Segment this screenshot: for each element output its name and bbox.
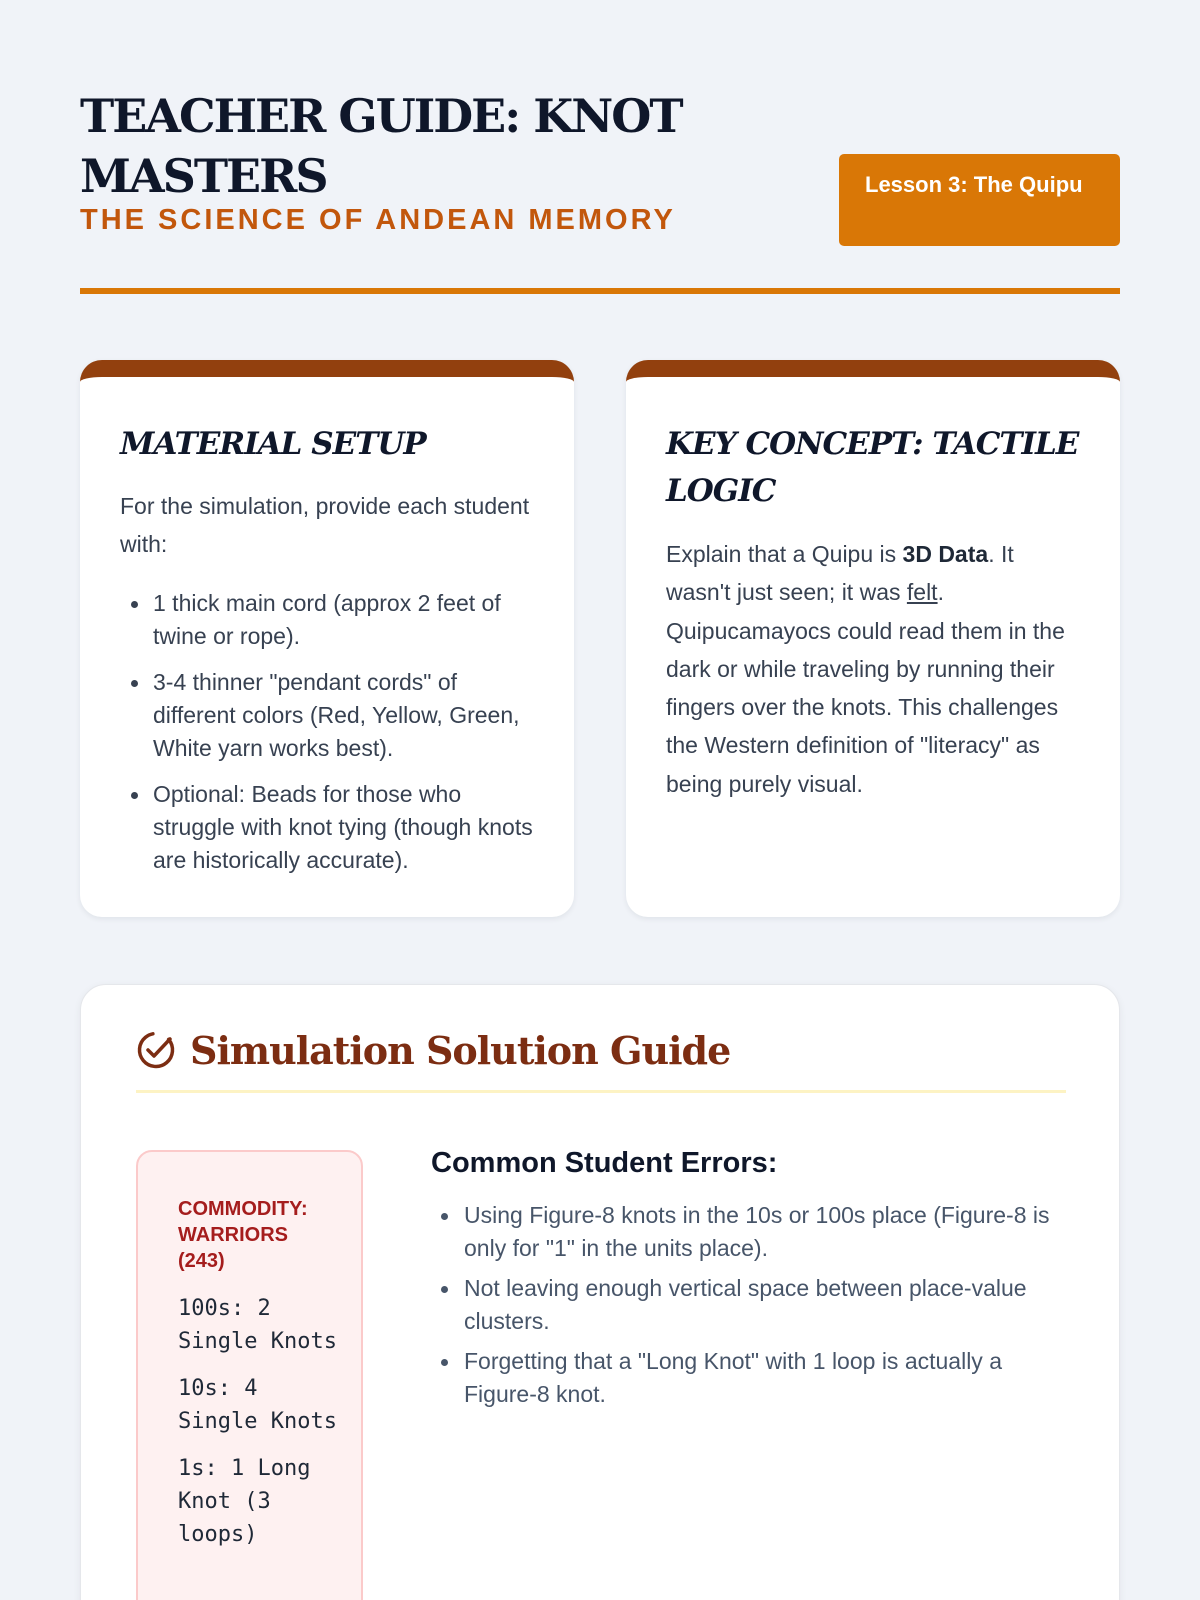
check-circle-icon <box>136 1030 176 1070</box>
common-errors-title: Common Student Errors: <box>431 1147 778 1179</box>
knot-rows <box>178 1292 361 1551</box>
key-concept-emphasis: 3D Data <box>902 541 989 567</box>
commodity-label: COMMODITY: WARRIORS (243) <box>178 1198 308 1272</box>
key-concept-title: KEY CONCEPT: TACTILE LOGIC <box>666 426 1079 509</box>
commodity-solution-box <box>136 1150 363 1600</box>
material-setup-card <box>80 360 574 917</box>
knot-row-hundreds: 100s: 2 Single Knots <box>178 1296 337 1354</box>
solution-guide-title: Simulation Solution Guide <box>190 1028 731 1073</box>
material-list <box>120 587 534 877</box>
key-concept-underlined: felt <box>906 579 938 606</box>
list-item: Forgetting that a "Long Knot" with 1 loop is actually a Figure-8 knot. <box>464 1345 1071 1411</box>
knot-row-units: 1s: 1 Long Knot (3 loops) <box>178 1456 311 1547</box>
document-title: TEACHER GUIDE: KNOT MASTERS <box>80 89 682 203</box>
list-item: 1 thick main cord (approx 2 feet of twine or rope). <box>153 587 534 653</box>
common-errors-list <box>431 1199 1071 1411</box>
list-item: Not leaving enough vertical space between place-value clusters. <box>464 1272 1071 1338</box>
key-concept-card <box>626 360 1120 917</box>
list-item: 3-4 thinner "pendant cords" of different colors (Red, Yellow, Green, White yarn works best). <box>153 666 534 765</box>
solution-guide-panel <box>80 984 1120 1600</box>
material-setup-title: MATERIAL SETUP <box>120 426 426 462</box>
document-header <box>80 80 1120 294</box>
lesson-badge: Lesson 3: The Quipu <box>839 154 1120 246</box>
solution-guide-header <box>136 1025 1066 1093</box>
key-concept-text-middle: . It wasn't just seen; it was <box>666 541 1014 606</box>
document-subtitle: THE SCIENCE OF ANDEAN MEMORY <box>80 204 676 236</box>
knot-row-tens: 10s: 4 Single Knots <box>178 1376 337 1434</box>
list-item: Using Figure-8 knots in the 10s or 100s place (Figure-8 is only for "1" in the units place). <box>464 1199 1071 1265</box>
material-setup-intro: For the simulation, provide each student with: <box>120 493 530 557</box>
common-errors-section <box>431 1143 1071 1418</box>
list-item: Optional: Beads for those who struggle with knot tying (though knots are historically accurate). <box>153 778 534 877</box>
key-concept-text <box>666 535 1080 803</box>
key-concept-text-start: Explain that a Quipu is <box>666 541 903 567</box>
key-concept-text-end: . Quipucamayocs could read them in the dark or while traveling by running their fingers over the knots. This challenges the Western definition of "literacy" as being purely visual. <box>666 579 1065 797</box>
